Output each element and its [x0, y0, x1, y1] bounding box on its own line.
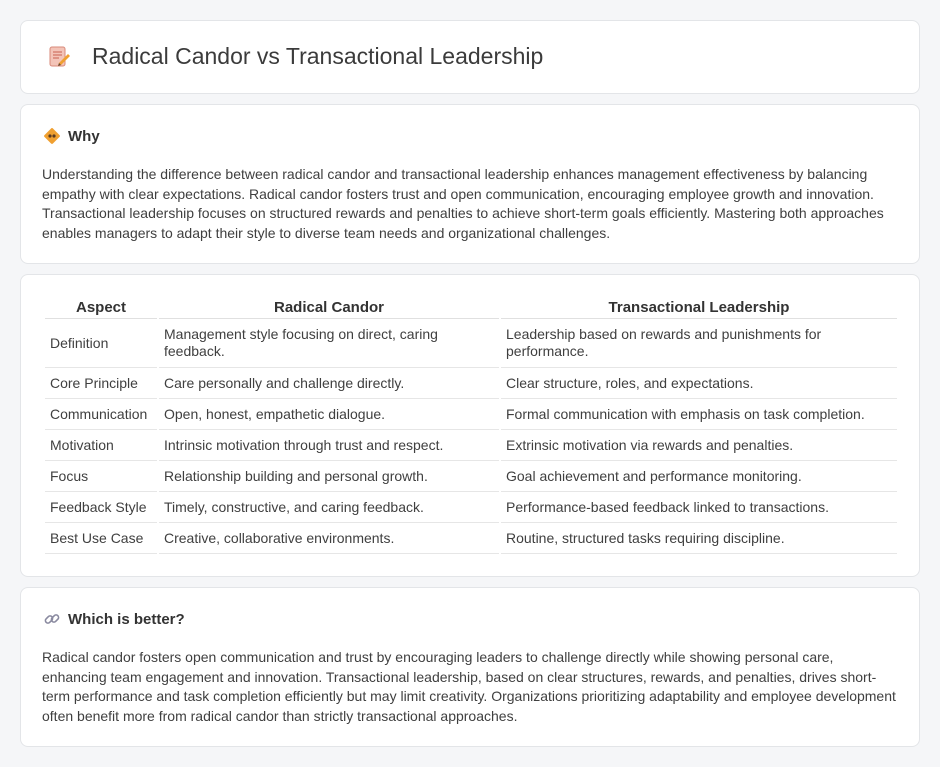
radical-candor-cell: Open, honest, empathetic dialogue.: [159, 399, 499, 430]
comparison-table: [43, 296, 899, 554]
transactional-cell: Routine, structured tasks requiring discipline.: [501, 523, 897, 554]
title-card: [20, 20, 920, 94]
document-pen-icon: [45, 42, 73, 70]
aspect-cell: Core Principle: [45, 368, 157, 399]
aspect-cell: Communication: [45, 399, 157, 430]
transactional-cell: Goal achievement and performance monitoring.: [501, 461, 897, 492]
transactional-cell: Leadership based on rewards and punishments for performance.: [501, 319, 897, 368]
why-section: [20, 104, 920, 264]
column-header-radical-candor: Radical Candor: [159, 296, 499, 319]
table-row: [45, 430, 897, 461]
title-row: [45, 42, 543, 70]
aspect-cell: Motivation: [45, 430, 157, 461]
comparison-section: [20, 274, 920, 577]
which-better-body: Radical candor fosters open communication and trust by encouraging leaders to challenge directly while showing personal care, enhancing team engagement and innovation. Transactional leadership, based on clear structures, rewards, and penalties, drives short-term performance and task completion efficiently but may limit creativity. Organizations prioritizing adaptability and employee development often benefit more from radical candor than strictly transactional approaches.: [42, 649, 896, 724]
transactional-cell: Formal communication with emphasis on task completion.: [501, 399, 897, 430]
why-body: Understanding the difference between radical candor and transactional leadership enhances management effectiveness by balancing empathy with clear expectations. Radical candor fosters trust and open communication, encouraging employee growth and innovation. Transactional leadership focuses on structured rewards and penalties to achieve short-term goals efficiently. Mastering both approaches enables managers to adapt their style to diverse team needs and organizational challenges.: [42, 166, 884, 241]
column-header-transactional: Transactional Leadership: [501, 296, 897, 319]
why-header: [43, 127, 100, 145]
radical-candor-cell: Relationship building and personal growth.: [159, 461, 499, 492]
radical-candor-cell: Management style focusing on direct, caring feedback.: [159, 319, 499, 368]
diamond-sign-icon: [43, 127, 61, 145]
which-better-header: [43, 610, 185, 628]
which-better-title: Which is better?: [68, 610, 185, 628]
transactional-cell: Clear structure, roles, and expectations.: [501, 368, 897, 399]
table-header-row: [45, 296, 897, 319]
which-better-section: [20, 587, 920, 747]
transactional-cell: Performance-based feedback linked to transactions.: [501, 492, 897, 523]
column-header-aspect: Aspect: [45, 296, 157, 319]
table-row: [45, 492, 897, 523]
aspect-cell: Focus: [45, 461, 157, 492]
radical-candor-cell: Timely, constructive, and caring feedback.: [159, 492, 499, 523]
why-title: Why: [68, 127, 100, 145]
radical-candor-cell: Care personally and challenge directly.: [159, 368, 499, 399]
aspect-cell: Definition: [45, 319, 157, 368]
radical-candor-cell: Creative, collaborative environments.: [159, 523, 499, 554]
link-icon: [43, 610, 61, 628]
aspect-cell: Feedback Style: [45, 492, 157, 523]
table-row: [45, 399, 897, 430]
radical-candor-cell: Intrinsic motivation through trust and respect.: [159, 430, 499, 461]
table-row: [45, 319, 897, 368]
page-title: Radical Candor vs Transactional Leadership: [92, 42, 544, 69]
table-row: [45, 461, 897, 492]
table-row: [45, 523, 897, 554]
aspect-cell: Best Use Case: [45, 523, 157, 554]
transactional-cell: Extrinsic motivation via rewards and penalties.: [501, 430, 897, 461]
table-row: [45, 368, 897, 399]
